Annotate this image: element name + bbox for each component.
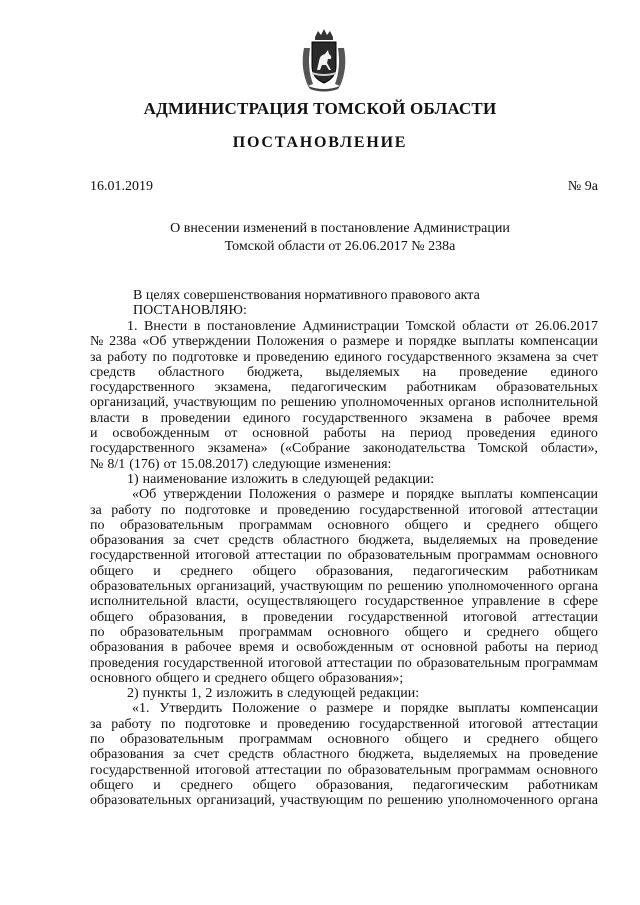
body-line: образования за счет средств областного бюджета, выделяемых на проведение	[90, 747, 598, 763]
body-line: основного общего и среднего общего образования»;	[90, 670, 404, 686]
body-line: по образовательным программам основного общего и среднего общего	[90, 732, 598, 748]
body-line: исполнительной власти, осуществляющего государственное управление в сфере	[90, 594, 598, 610]
body-line: по образовательным программам основного общего и среднего общего	[90, 517, 598, 533]
preamble-line: В целях совершенствования нормативного правового акта	[133, 288, 480, 303]
body-line: средств областного бюджета, выделяемых на проведение единого	[90, 364, 598, 380]
document-date: 16.01.2019	[90, 179, 153, 194]
body-line: общего образования, в проведении государственной итоговой аттестации	[90, 609, 598, 625]
preamble	[133, 288, 480, 318]
body-line: и освобожденным от основной работы на период проведения единого	[90, 426, 598, 442]
tomsk-region-coat-of-arms-icon	[298, 28, 350, 92]
body-line: власти в проведении единого государственного экзамена в рабочее время	[90, 410, 598, 426]
body-line: 1. Внести в постановление Администрации Томской области от 26.06.2017	[127, 319, 598, 334]
body-line: организаций, участвующим по решению уполномоченных органов исполнительной	[90, 395, 598, 411]
body-line: «1. Утвердить Положение о размере и порядке выплаты компенсации	[132, 701, 598, 717]
body-line: образования в рабочее время и освобожденным от основной работы на период	[90, 640, 598, 656]
body-line: № 8/1 (176) от 15.08.2017) следующие изменения:	[90, 456, 392, 472]
body-line: образовательных организаций, участвующим по решению уполномоченного органа	[90, 579, 598, 595]
body-line: государственного экзамена» («Собрание законодательства Томской области»,	[90, 441, 598, 457]
body-line: «Об утверждении Положения о размере и порядке выплаты компенсации	[132, 487, 598, 503]
body-line: 1) наименование изложить в следующей редакции:	[127, 471, 435, 487]
document-number: № 9а	[567, 179, 598, 194]
document-subject	[0, 220, 640, 256]
body-line: по образовательным программам основного общего и среднего общего	[90, 624, 598, 640]
body-line: за работу по подготовке и проведению государственной итоговой аттестации	[90, 502, 598, 518]
body-line: за работу по подготовке и проведению государственной итоговой аттестации	[90, 716, 598, 732]
body-line: № 238а «Об утверждении Положения о размере и порядке выплаты компенсации	[90, 334, 598, 350]
subject-line: О внесении изменений в постановление Администрации	[170, 221, 510, 236]
body-line: проведения государственной итоговой аттестации по образовательным программам	[90, 655, 598, 671]
subject-line: Томской области от 26.06.2017 № 238а	[224, 239, 456, 254]
body-line: за работу по подготовке и проведению единого государственного экзамена за счет	[90, 349, 598, 365]
body-line: государственной итоговой аттестации по образовательным программам основного	[90, 762, 598, 778]
preamble-decree: ПОСТАНОВЛЯЮ:	[133, 303, 247, 318]
organization-name: АДМИНИСТРАЦИЯ ТОМСКОЙ ОБЛАСТИ	[143, 99, 497, 118]
document-type: ПОСТАНОВЛЕНИЕ	[232, 134, 408, 151]
body-line: общего и среднего общего образования, педагогическим работникам	[90, 563, 598, 579]
body-line: 2) пункты 1, 2 изложить в следующей редакции:	[127, 686, 420, 702]
document-body	[90, 319, 598, 809]
body-line: государственного экзамена, педагогическим работникам образовательных	[90, 380, 598, 396]
body-line: образовательных организаций, участвующим по решению уполномоченного органа	[90, 793, 598, 809]
body-line: общего и среднего общего образования, педагогическим работникам	[90, 777, 598, 793]
body-line: государственной итоговой аттестации по образовательным программам основного	[90, 548, 598, 564]
body-line: образования за счет средств областного бюджета, выделяемых на проведение	[90, 533, 598, 549]
